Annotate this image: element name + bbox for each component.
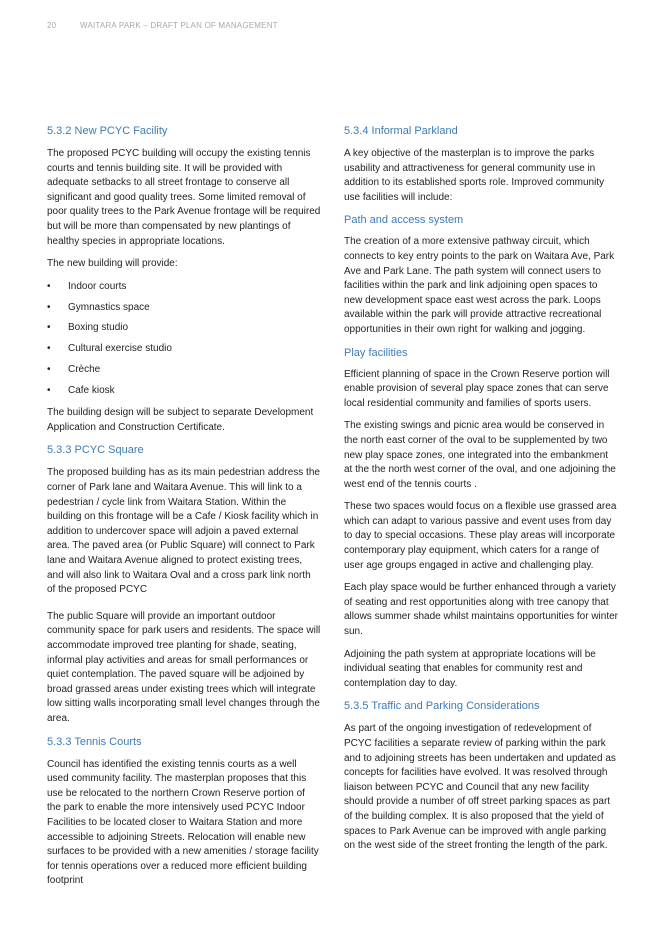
section-heading-informal-parkland: 5.3.4 Informal Parkland [344, 125, 458, 137]
paragraph: The creation of a more extensive pathway circuit, which connects to key entry points to the park on Waitara Ave, Park Ave and Park Lane. The path system will connect users to facilities within the park and link adjoining open spaces to new development space east west across the park. Loops available within the park will provide attractive recreational opportunities in their own right for walking and jogging. [344, 236, 615, 335]
left-column [47, 124, 321, 897]
document-title: WAITARA PARK – DRAFT PLAN OF MANAGEMENT [80, 21, 278, 30]
paragraph: As part of the ongoing investigation of redevelopment of PCYC facilities a separate review of parking within the park and to adjoining streets has been undertaken and updated as concepts for facilities have evolved. It was resolved through liaison between PCYC and Council that any new facility should provide a number of off street parking spaces as part of the building complex. It is also proposed that the yield of spaces to Park Avenue can be improved with angle parking on the west side of the street fronting the length of the park. [344, 723, 616, 852]
paragraph: Efficient planning of space in the Crown Reserve portion will enable provision of several play space zones that can serve local residential community and families of sports users. [344, 368, 610, 409]
list-item: • Gymnastics space [47, 301, 321, 316]
subheading-path-and-access: Path and access system [344, 214, 464, 227]
right-column [344, 124, 618, 862]
paragraph: Each play space would be further enhanced through a variety of seating and rest opportunities along with tree canopy that allows summer shade whilst maintains opportunities for winter sun. [344, 582, 619, 638]
paragraph: These two spaces would focus on a flexible use grassed area which can adapt to various passive and event uses from day to day to special occasions. These play areas will incorporate contemporary play equipment, which caters for a range of user age groups engaged in active and challenging play. [344, 501, 617, 571]
section-heading-tennis-courts: 5.3.3 Tennis Courts [47, 735, 142, 748]
paragraph: A key objective of the masterplan is to improve the parks usability and attractiveness for general community use in addition to its established sports role. Improved community use facilities will include: [344, 148, 605, 203]
paragraph: The existing swings and picnic area would be conserved in the north east corner of the oval to be supplemented by two new play space zones, one integrated into the embankment at the the north west corner of the oval, and one adjoining the west end of the tennis courts . [344, 420, 616, 490]
section-heading-new-pcyc-facility: 5.3.2 New PCYC Facility [47, 125, 168, 137]
section-heading-traffic-parking: 5.3.5 Traffic and Parking Considerations [344, 700, 540, 713]
paragraph: The proposed building has as its main pedestrian address the corner of Park lane and Waitara Avenue. This will link to a pedestrian / cycle link from Waitara Station. Within the building on this frontage will be a Cafe / Kiosk facility which in addition to undercover space will adjoin a paved external area. The paved area (or Public Square) will connect to Park lane and Waitara Avenue aligned to protect existing trees, and will also link to Waitara Oval and a cross park link north of the proposed PCYC [47, 467, 320, 596]
list-item: • Indoor courts [47, 280, 321, 295]
paragraph: Council has identified the existing tennis courts as a well used community facility. The masterplan proposes that this use be relocated to the northern Crown Reserve portion of the park to enable the more intensively used PCYC Indoor Facilities to be located closer to Waitara Station and more accessible to adjoining Streets. Relocation will enable new surfaces to be provided with a new amenities / storage facility for tennis operations over a reduced more efficient building footprint [47, 758, 319, 887]
list-item: • Boxing studio [47, 321, 321, 336]
list-item: • Cafe kiosk [47, 384, 321, 399]
list-item: • Cultural exercise studio [47, 342, 321, 357]
paragraph: The new building will provide: [47, 258, 178, 270]
running-header [47, 21, 278, 30]
paragraph: The building design will be subject to separate Development Application and Construction Certificate. [47, 407, 314, 433]
page-number: 20 [47, 21, 57, 30]
paragraph: The proposed PCYC building will occupy the existing tennis courts and tennis building site. It will be provided with adequate setbacks to all street frontage to conserve all significant and good quality trees. Some limited removal of poor quality trees to the Park Avenue frontage will be required but will be more than compensated by new plantings of healthy species in appropriate locations. [47, 148, 321, 247]
paragraph: Adjoining the path system at appropriate locations will be individual seating that enables for community rest and contemplation day to day. [344, 648, 596, 689]
paragraph: The public Square will provide an important outdoor community space for park users and residents. The space will accommodate improved tree planting for shade, seating, informal play activities and areas for small performances or quiet contemplation. The paved square will be adjoined by broad grassed areas under existing trees which will integrate low sitting walls incorporating small level changes through the area. [47, 610, 321, 724]
facility-list [47, 280, 321, 399]
subheading-play-facilities: Play facilities [344, 346, 408, 359]
section-heading-pcyc-square: 5.3.3 PCYC Square [47, 444, 144, 457]
list-item: • Crèche [47, 363, 321, 378]
